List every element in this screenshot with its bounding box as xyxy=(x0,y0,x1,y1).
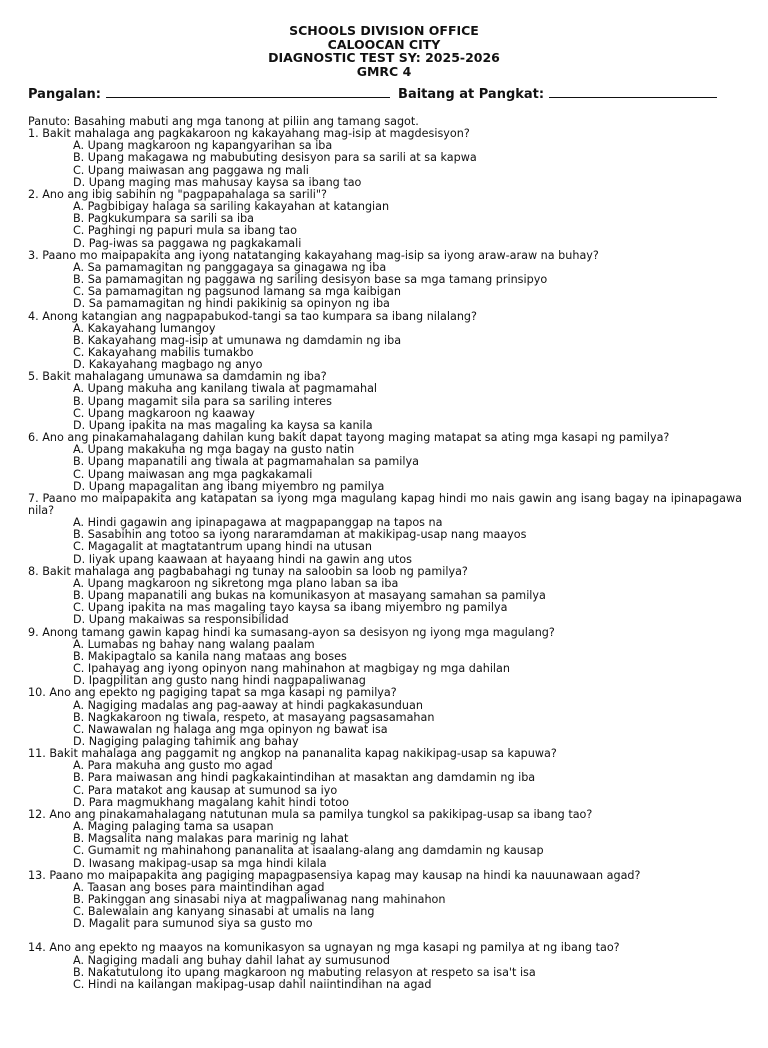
question-block xyxy=(28,493,742,566)
answer-choice: A. Nagiging madalas ang pag-aaway at hindi pagkakasunduan xyxy=(73,698,423,712)
answer-choice: C. Upang magkaroon ng kaaway xyxy=(73,406,255,420)
grade-section-label: Baitang at Pangkat: xyxy=(398,87,545,102)
answer-choice: C. Kakayahang mabilis tumakbo xyxy=(73,345,254,359)
answer-choice: B. Upang mapanatili ang tiwala at pagmamahalan sa pamilya xyxy=(73,455,419,469)
answer-choice: D. Iiyak upang kaawaan at hayaang hindi na gawin ang utos xyxy=(73,552,412,566)
answer-choice: D. Upang makaiwas sa responsibilidad xyxy=(73,613,289,627)
question-block xyxy=(28,371,742,432)
question-text: 6. Ano ang pinakamahalagang dahilan kung bakit dapat tayong maging matapat sa ating mga kasapi ng pamilya? xyxy=(28,431,670,445)
answer-choice: B. Magsalita nang malakas para marinig ng lahat xyxy=(73,832,349,846)
question-block xyxy=(28,942,742,991)
answer-choice: D. Magalit para sumunod siya sa gusto mo xyxy=(73,917,313,931)
answer-choice: D. Iwasang makipag-usap sa mga hindi kilala xyxy=(73,856,327,870)
question-block xyxy=(28,809,742,870)
question-block xyxy=(28,627,742,688)
answer-choice: C. Upang maiwasan ang mga pagkakamali xyxy=(73,467,313,481)
answer-choice: C. Hindi na kailangan makipag-usap dahil naiintindihan na agad xyxy=(73,977,432,991)
question-text: 9. Anong tamang gawin kapag hindi ka sumasang-ayon sa desisyon ng iyong mga magulang? xyxy=(28,625,555,639)
answer-choice: B. Makipagtalo sa kanila nang mataas ang boses xyxy=(73,649,347,663)
question-text: 12. Ano ang pinakamahalagang natutunan mula sa pamilya tungkol sa pakikipag-usap sa ibang tao? xyxy=(28,807,593,821)
test-content xyxy=(28,116,742,991)
answer-choice: D. Kakayahang magbago ng anyo xyxy=(73,358,263,372)
answer-choice: C. Nawawalan ng halaga ang mga opinyon ng bawat isa xyxy=(73,722,388,736)
question-block xyxy=(28,748,742,809)
answer-choice: B. Upang makagawa ng mabubuting desisyon para sa sarili at sa kapwa xyxy=(73,151,477,165)
answer-choice: B. Pakinggan ang sinasabi niya at magpaliwanag nang mahinahon xyxy=(73,893,446,906)
question-block xyxy=(28,432,742,493)
answer-choice: A. Taasan ang boses para maintindihan agad xyxy=(73,880,325,894)
answer-choice: A. Upang makakuha ng mga bagay na gusto natin xyxy=(73,443,355,457)
question-block xyxy=(28,566,742,627)
answer-choice: D. Nagiging palaging tahimik ang bahay xyxy=(73,734,299,748)
answer-choice: B. Upang magamit sila para sa sariling interes xyxy=(73,394,332,408)
name-label: Pangalan: xyxy=(28,87,101,102)
question-text: 14. Ano ang epekto ng maayos na komunikasyon sa ugnayan ng mga kasapi ng pamilya at ng ibang tao? xyxy=(28,941,620,955)
answer-choice: B. Nagkakaroon ng tiwala, respeto, at masayang pagsasamahan xyxy=(73,710,435,724)
question-text: 11. Bakit mahalaga ang paggamit ng angkop na pananalita kapag nakikipag-usap sa kapuwa? xyxy=(28,747,557,761)
question-block xyxy=(28,189,742,250)
answer-choice: D. Upang ipakita na mas magaling ka kaysa sa kanila xyxy=(73,418,373,432)
answer-choice: C. Upang maiwasan ang paggawa ng mali xyxy=(73,163,309,177)
student-info-row xyxy=(28,86,768,102)
subject-title: GMRC 4 xyxy=(356,63,412,79)
grade-section-blank[interactable] xyxy=(549,86,717,98)
question-block xyxy=(28,687,742,748)
answer-choice: A. Nagiging madali ang buhay dahil lahat ay sumusunod xyxy=(73,953,390,967)
document-header xyxy=(0,24,768,78)
name-blank[interactable] xyxy=(106,86,390,98)
question-block xyxy=(28,250,742,311)
question-text: 1. Bakit mahalaga ang pagkakaroon ng kakayahang mag-isip at magdesisyon? xyxy=(28,127,470,141)
answer-choice: B. Upang mapanatili ang bukas na komunikasyon at masayang samahan sa pamilya xyxy=(73,589,546,603)
answer-choice: A. Upang makuha ang kanilang tiwala at pagmamahal xyxy=(73,382,378,396)
answer-choice: D. Para magmukhang magalang kahit hindi totoo xyxy=(73,795,349,809)
answer-choice: D. Ipagpilitan ang gusto nang hindi nagpapaliwanag xyxy=(73,674,366,688)
answer-choice: B. Pagkukumpara sa sarili sa iba xyxy=(73,212,255,226)
question-text: 4. Anong katangian ang nagpapabukod-tangi sa tao kumpara sa ibang nilalang? xyxy=(28,309,477,323)
answer-choice: D. Sa pamamagitan ng hindi pakikinig sa opinyon ng iba xyxy=(73,297,390,311)
answer-choice: C. Paghingi ng papuri mula sa ibang tao xyxy=(73,224,297,238)
answer-choice: A. Maging palaging tama sa usapan xyxy=(73,820,274,834)
answer-choice: A. Upang magkaroon ng kapangyarihan sa iba xyxy=(73,139,333,153)
answer-choice: A. Upang magkaroon ng sikretong mga plano laban sa iba xyxy=(73,576,399,590)
answer-choice: A. Lumabas ng bahay nang walang paalam xyxy=(73,637,315,651)
question-text: 3. Paano mo maipapakita ang iyong natatanging kakayahang mag-isip sa iyong araw-araw na buhay? xyxy=(28,248,599,262)
question-block xyxy=(28,870,742,931)
answer-choice: D. Pag-iwas sa paggawa ng pagkakamali xyxy=(73,236,302,250)
school-division-title: SCHOOLS DIVISION OFFICE xyxy=(289,23,479,38)
answer-choice: C. Sa pamamagitan ng pagsunod lamang sa mga kaibigan xyxy=(73,285,401,299)
answer-choice: C. Upang ipakita na mas magaling tayo kaysa sa ibang miyembro ng pamilya xyxy=(73,601,508,615)
answer-choice: C. Balewalain ang kanyang sinasabi at umalis na lang xyxy=(73,905,375,919)
answer-choice: A. Kakayahang lumangoy xyxy=(73,321,216,335)
answer-choice: C. Para matakot ang kausap at sumunod sa iyo xyxy=(73,783,338,797)
answer-choice: D. Upang mapagalitan ang ibang miyembro ng pamilya xyxy=(73,479,385,493)
answer-choice: A. Para makuha ang gusto mo agad xyxy=(73,759,273,773)
question-text: 7. Paano mo maipapakita ang katapatan sa iyong mga magulang kapag hindi mo nais gawin ang isang bagay na ipinapagawa nila? xyxy=(28,491,742,517)
instructions: Panuto: Basahing mabuti ang mga tanong at piliin ang tamang sagot. xyxy=(28,115,419,128)
test-title: DIAGNOSTIC TEST SY: 2025-2026 xyxy=(268,50,500,65)
question-text: 2. Ano ang ibig sabihin ng "pagpapahalaga sa sarili"? xyxy=(28,187,327,201)
answer-choice: C. Magagalit at magtatantrum upang hindi na utusan xyxy=(73,540,372,554)
answer-choice: B. Kakayahang mag-isip at umunawa ng damdamin ng iba xyxy=(73,333,402,347)
answer-choice: A. Sa pamamagitan ng panggagaya sa ginagawa ng iba xyxy=(73,260,387,274)
answer-choice: B. Nakatutulong ito upang magkaroon ng mabuting relasyon at respeto sa isa't isa xyxy=(73,965,536,979)
answer-choice: C. Ipahayag ang iyong opinyon nang mahinahon at magbigay ng mga dahilan xyxy=(73,662,510,676)
question-text: 8. Bakit mahalaga ang pagbabahagi ng tunay na saloobin sa loob ng pamilya? xyxy=(28,564,468,578)
answer-choice: B. Sa pamamagitan ng paggawa ng sariling desisyon base sa mga tamang prinsipyo xyxy=(73,273,548,287)
question-text: 13. Paano mo maipapakita ang pagiging mapagpasensiya kapag may kausap na hindi ka nauunawaan agad? xyxy=(28,868,641,882)
answer-choice: B. Sasabihin ang totoo sa iyong nararamdaman at makikipag-usap nang maayos xyxy=(73,528,527,542)
question-text: 10. Ano ang epekto ng pagiging tapat sa mga kasapi ng pamilya? xyxy=(28,686,397,700)
answer-choice: A. Hindi gagawin ang ipinapagawa at magpapanggap na tapos na xyxy=(73,516,443,530)
question-block xyxy=(28,128,742,189)
city-title: CALOOCAN CITY xyxy=(327,36,441,52)
answer-choice: B. Para maiwasan ang hindi pagkakaintindihan at masaktan ang damdamin ng iba xyxy=(73,771,536,785)
answer-choice: D. Upang maging mas mahusay kaysa sa ibang tao xyxy=(73,175,362,189)
answer-choice: A. Pagbibigay halaga sa sariling kakayahan at katangian xyxy=(73,200,390,214)
question-text: 5. Bakit mahalagang umunawa sa damdamin ng iba? xyxy=(28,370,327,384)
question-block xyxy=(28,311,742,372)
answer-choice: C. Gumamit ng mahinahong pananalita at isaalang-alang ang damdamin ng kausap xyxy=(73,844,544,858)
